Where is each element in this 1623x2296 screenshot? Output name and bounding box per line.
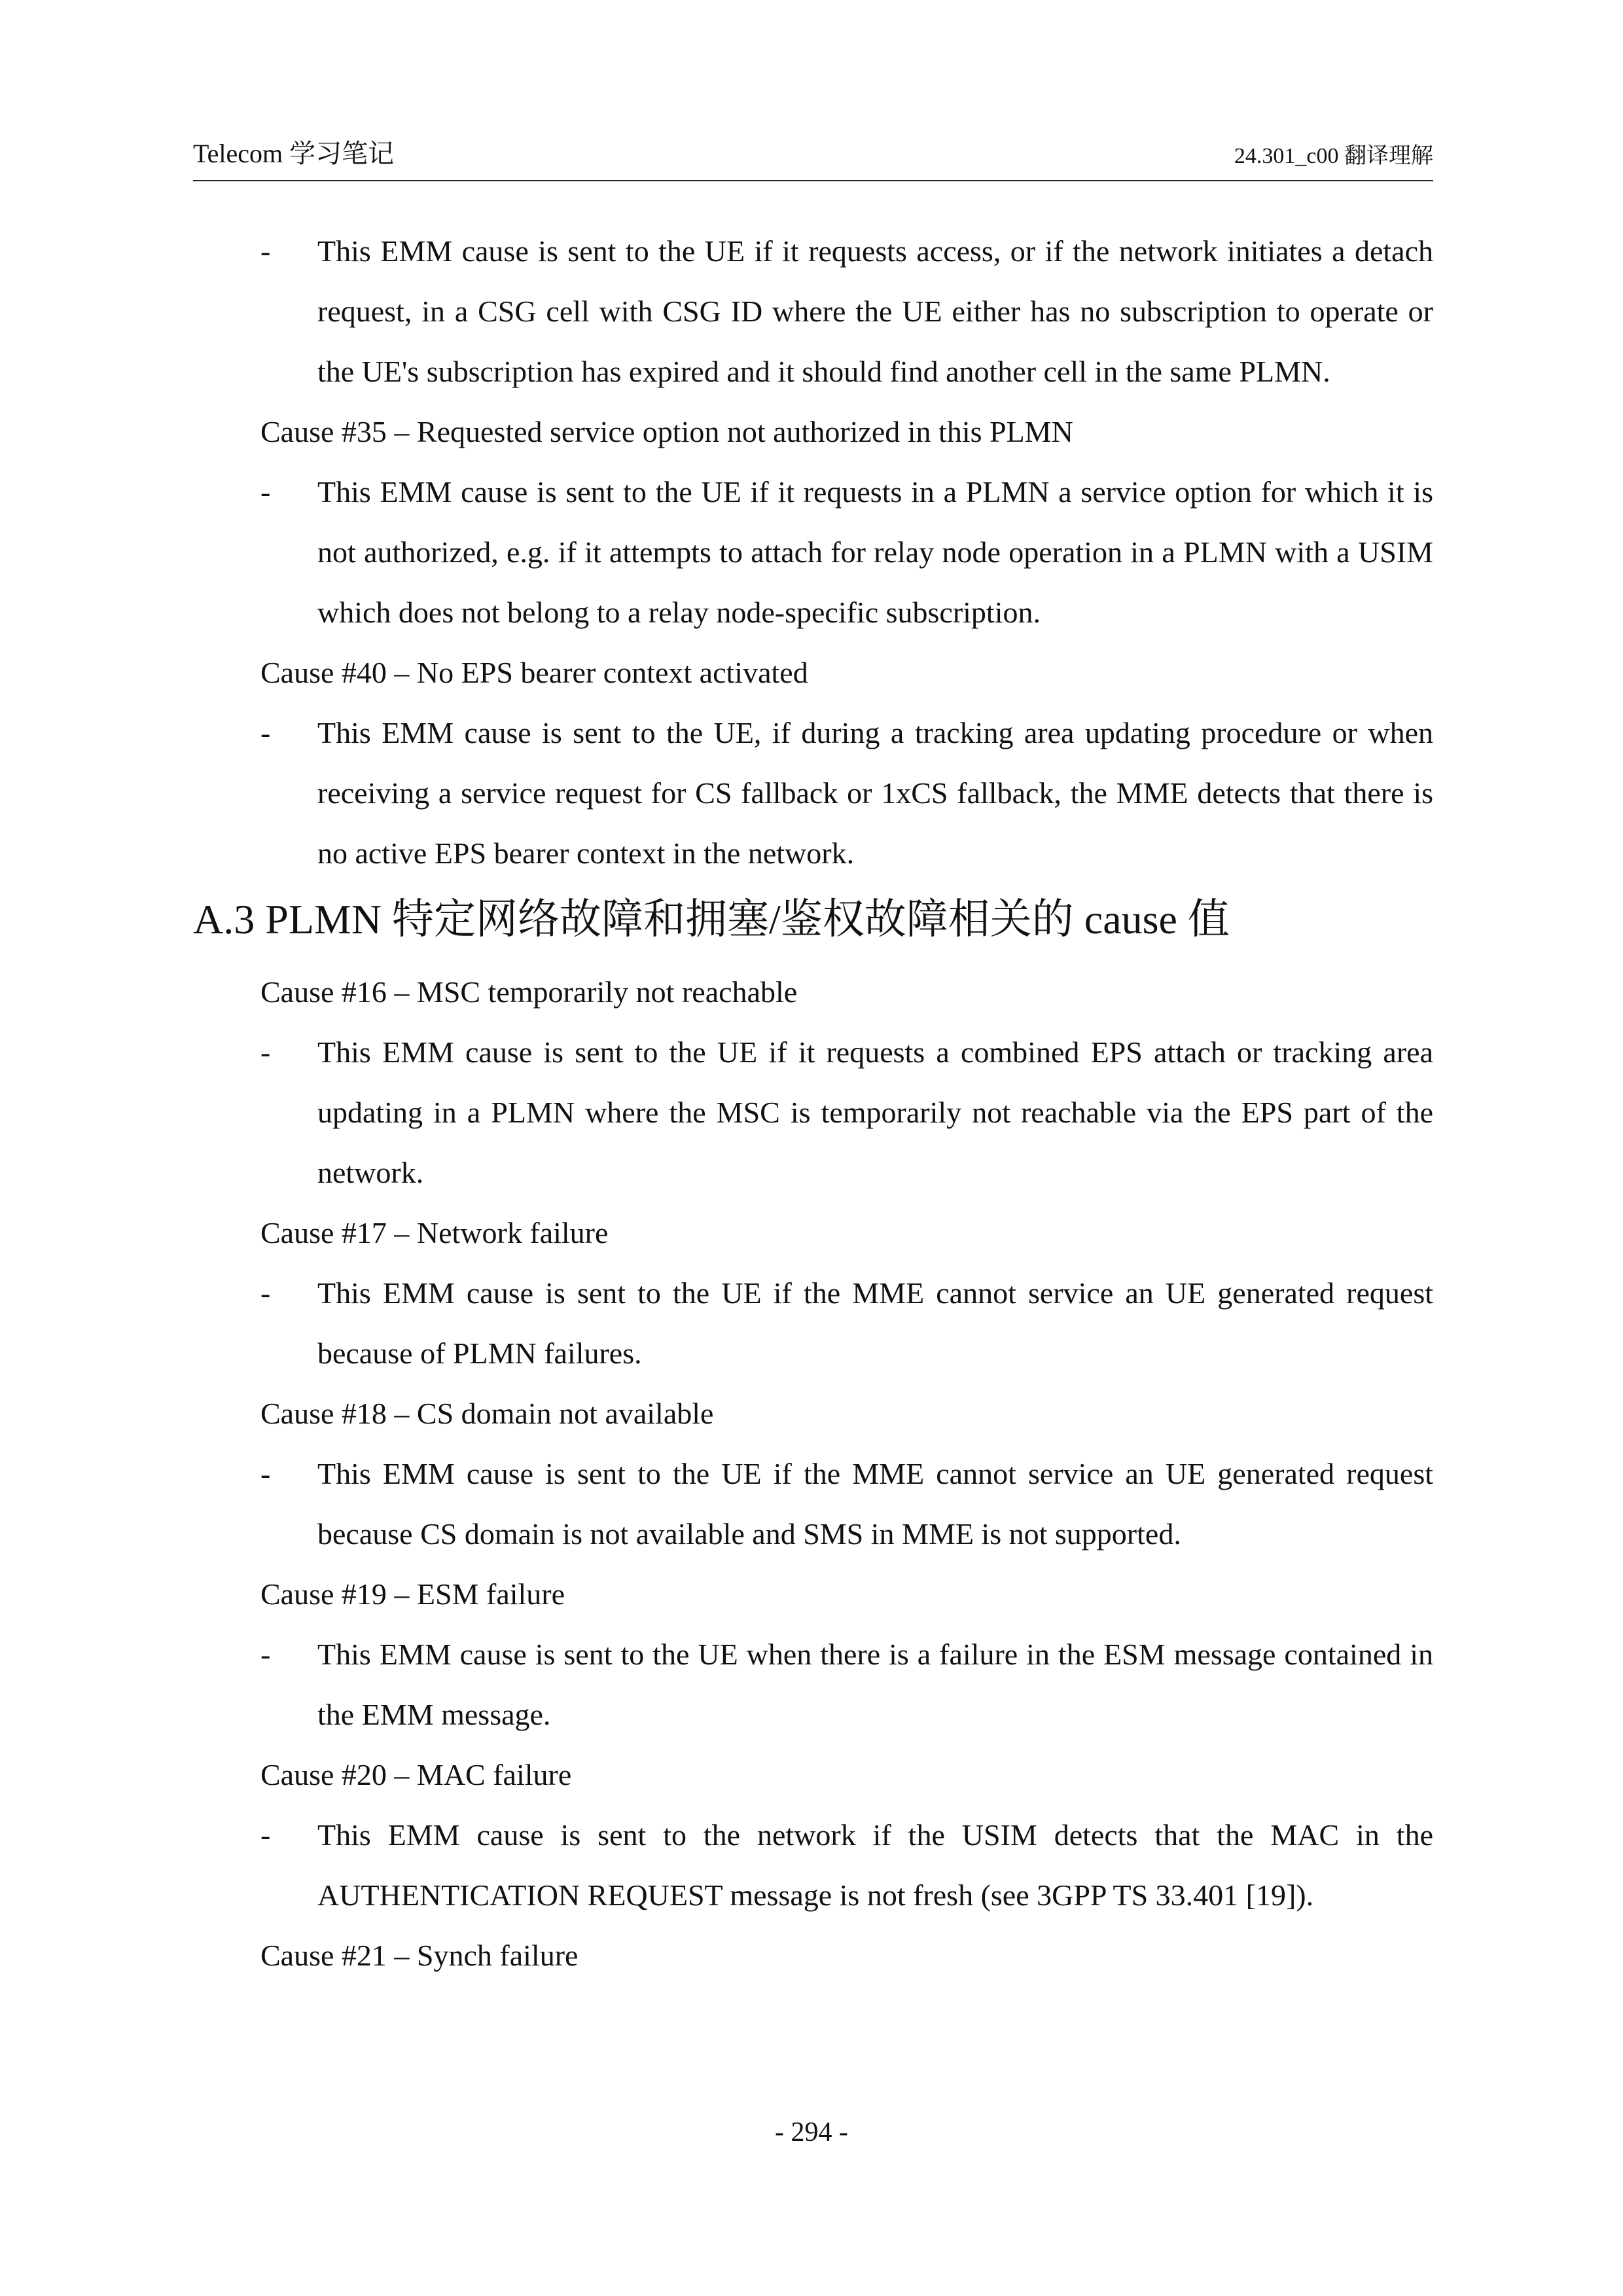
bullet-item bbox=[260, 1805, 1433, 1926]
bullet-dash: - bbox=[260, 1818, 271, 1852]
section-heading: A.3 PLMN 特定网络故障和拥塞/鉴权故障相关的 cause 值 bbox=[193, 896, 1230, 942]
bullet-item bbox=[260, 221, 1433, 402]
cause-heading: Cause #19 – ESM failure bbox=[260, 1577, 565, 1611]
bullet-dash: - bbox=[260, 716, 271, 749]
bullet-dash: - bbox=[260, 475, 271, 509]
cause-heading: Cause #20 – MAC failure bbox=[260, 1758, 572, 1791]
bullet-text: This EMM cause is sent to the UE if the MME cannot service an UE generated request because CS domain is not available and SMS in MME is not supported. bbox=[317, 1457, 1433, 1551]
page-header bbox=[193, 134, 1433, 181]
bullet-item bbox=[260, 1444, 1433, 1564]
bullet-text: This EMM cause is sent to the network if the USIM detects that the MAC in the AUTHENTICATION REQUEST message is not fresh (see 3GPP TS 33.401 [19]). bbox=[317, 1818, 1433, 1912]
bullet-dash: - bbox=[260, 1276, 271, 1310]
bullet-dash: - bbox=[260, 1457, 271, 1490]
cause-heading: Cause #17 – Network failure bbox=[260, 1216, 609, 1249]
bullet-item bbox=[260, 703, 1433, 884]
bullet-dash: - bbox=[260, 234, 271, 268]
bullet-text: This EMM cause is sent to the UE, if during a tracking area updating procedure or when receiving a service request for CS fallback or 1xCS fallback, the MME detects that there is no active EPS bearer context in the network. bbox=[317, 716, 1433, 870]
cause-heading: Cause #21 – Synch failure bbox=[260, 1939, 579, 1972]
bullet-item bbox=[260, 1263, 1433, 1384]
bullet-text: This EMM cause is sent to the UE if it requests access, or if the network initiates a detach request, in a CSG cell with CSG ID where the UE either has no subscription to operate or the UE's subscription has expired and it should find another cell in the same PLMN. bbox=[317, 234, 1433, 388]
cause-heading: Cause #16 – MSC temporarily not reachable bbox=[260, 975, 798, 1009]
bullet-text: This EMM cause is sent to the UE when there is a failure in the ESM message contained in the EMM message. bbox=[317, 1638, 1433, 1731]
bullet-text: This EMM cause is sent to the UE if it requests a combined EPS attach or tracking area updating in a PLMN where the MSC is temporarily not reachable via the EPS part of the network. bbox=[317, 1035, 1433, 1189]
header-document-id: 24.301_c00 翻译理解 bbox=[1234, 144, 1433, 168]
page-number: - 294 - bbox=[775, 2117, 848, 2147]
cause-heading: Cause #40 – No EPS bearer context activated bbox=[260, 656, 808, 689]
header-title: Telecom 学习笔记 bbox=[193, 139, 395, 168]
page-content bbox=[0, 221, 1623, 1986]
bullet-dash: - bbox=[260, 1035, 271, 1069]
bullet-text: This EMM cause is sent to the UE if it requests in a PLMN a service option for which it is not authorized, e.g. if it attempts to attach for relay node operation in a PLMN with a USIM which does not belong to a relay node-specific subscription. bbox=[317, 475, 1433, 629]
bullet-text: This EMM cause is sent to the UE if the MME cannot service an UE generated request because of PLMN failures. bbox=[317, 1276, 1433, 1370]
bullet-item bbox=[260, 1624, 1433, 1745]
bullet-item bbox=[260, 462, 1433, 643]
cause-heading: Cause #18 – CS domain not available bbox=[260, 1397, 714, 1430]
bullet-dash: - bbox=[260, 1638, 271, 1671]
bullet-item bbox=[260, 1022, 1433, 1203]
cause-heading: Cause #35 – Requested service option not authorized in this PLMN bbox=[260, 415, 1073, 448]
